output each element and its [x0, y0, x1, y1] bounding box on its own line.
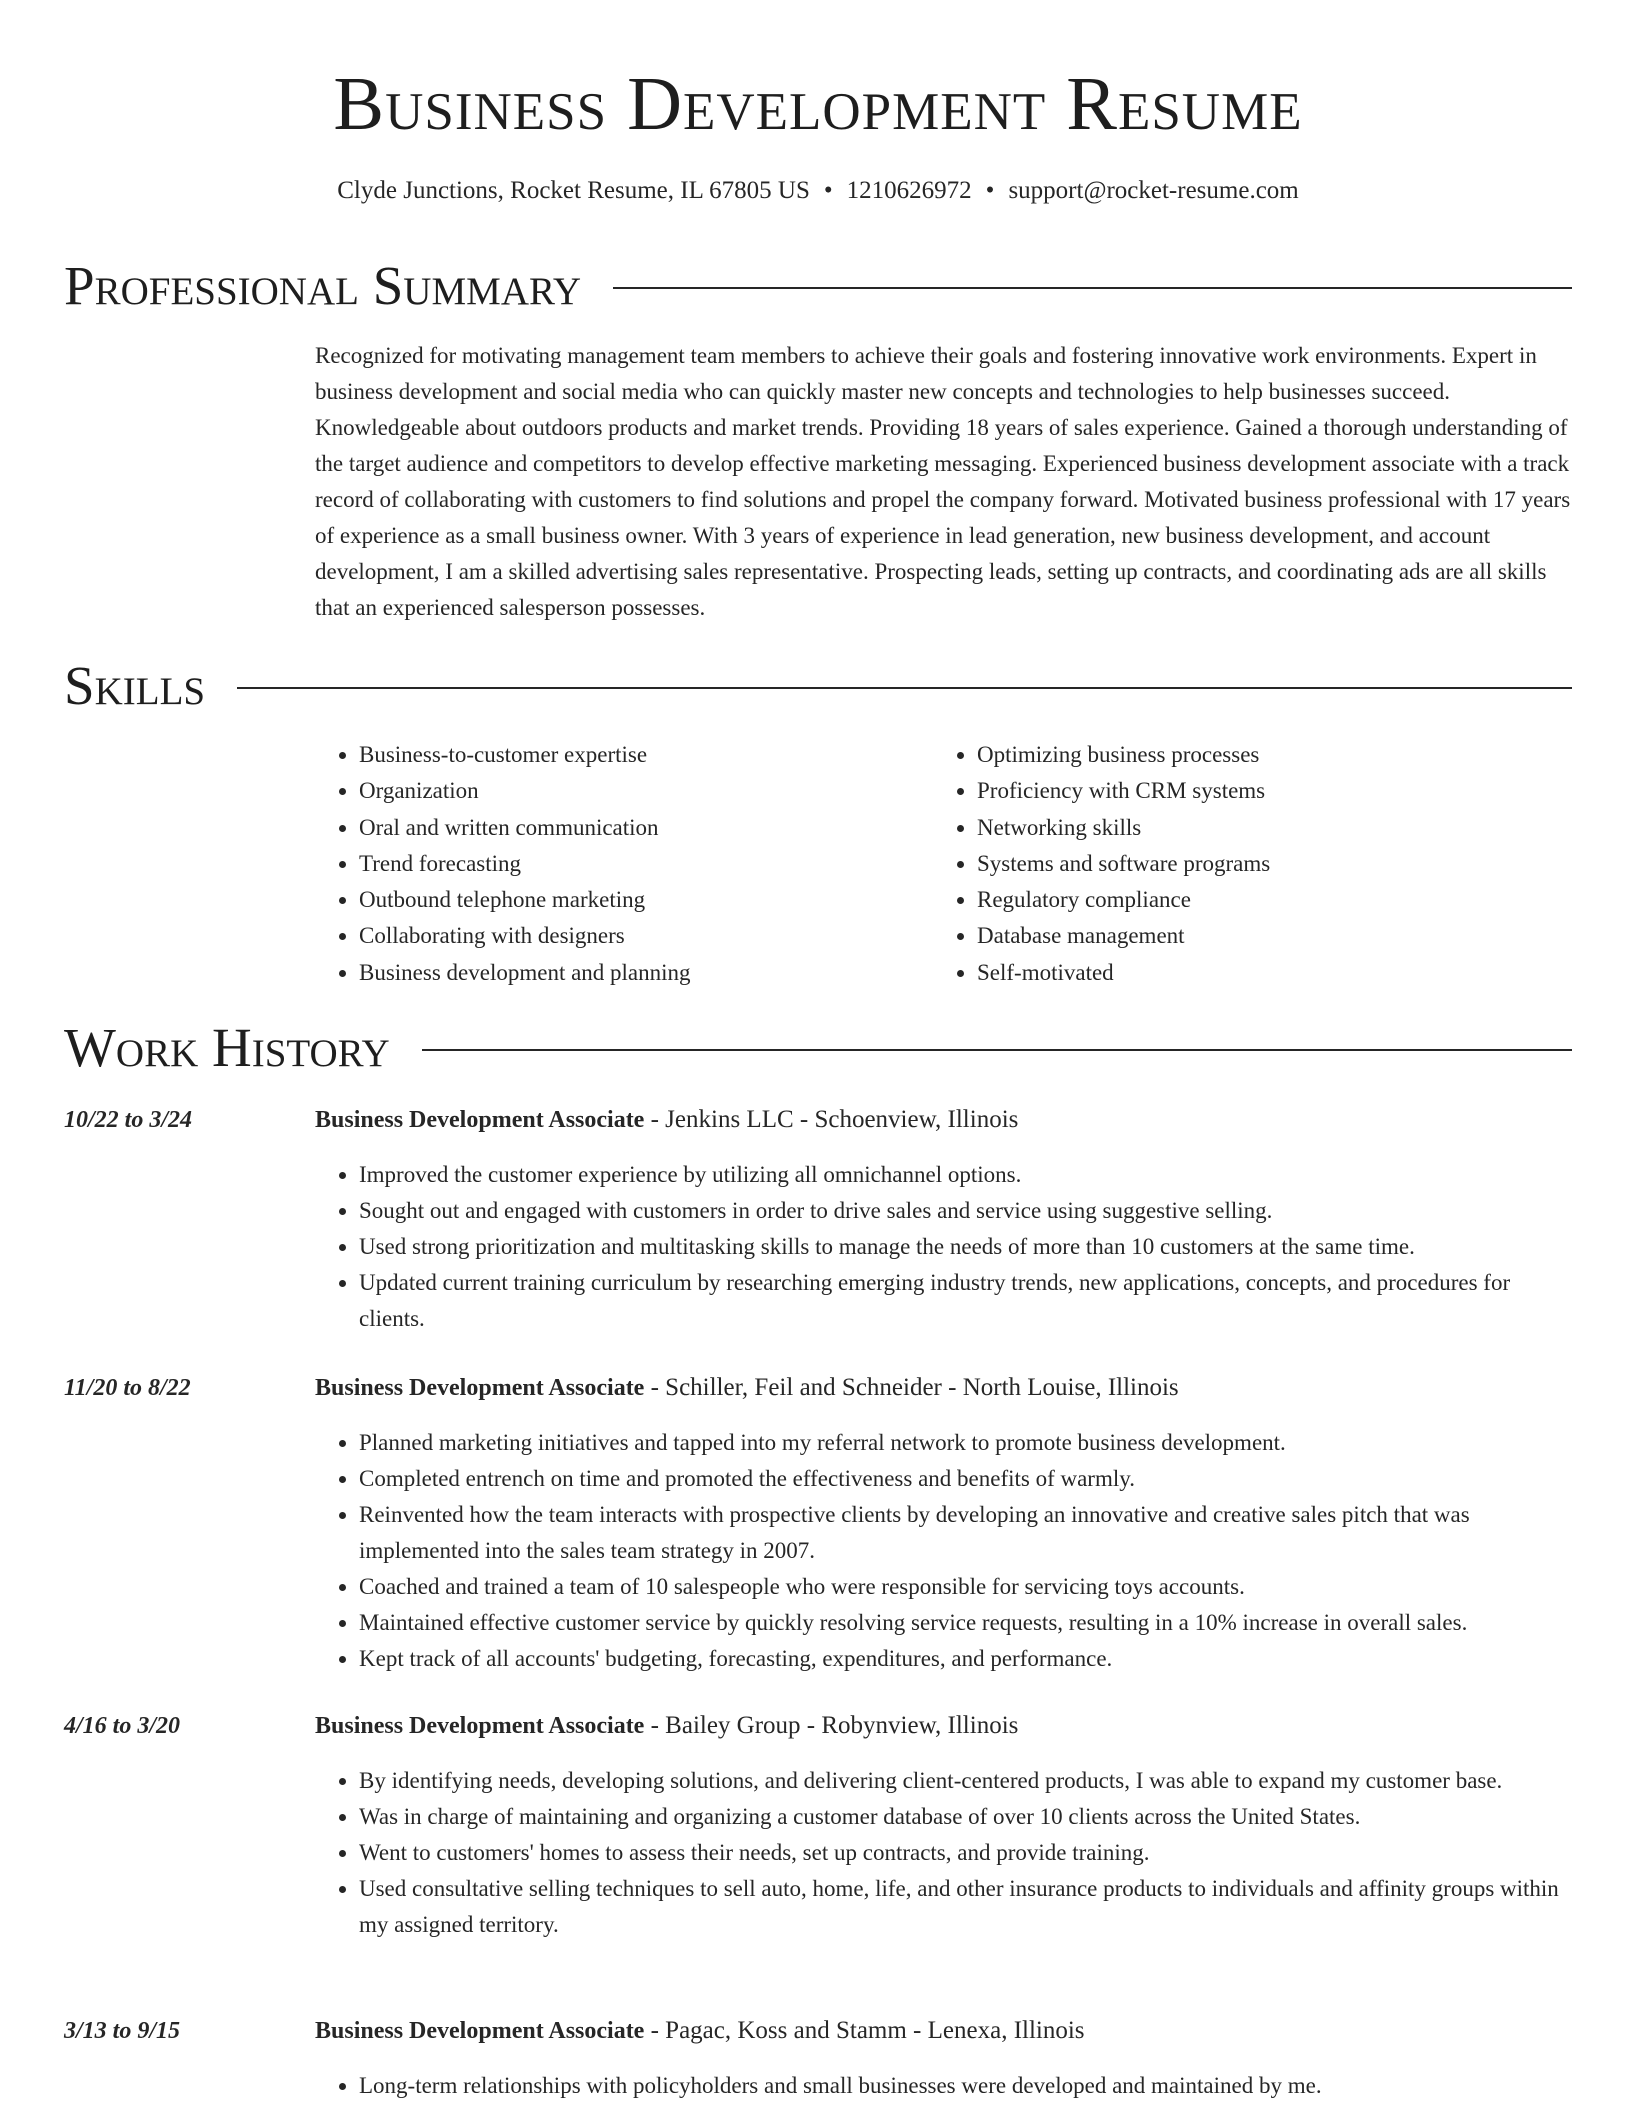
contact-phone[interactable]: 1210626972 [846, 177, 972, 204]
skill-item: • Collaborating with designers [359, 918, 933, 954]
job-bullet: • Planned marketing initiatives and tapped into my referral network to promote business development. [359, 1425, 1572, 1461]
contact-line [64, 174, 1572, 208]
contact-separator: • [823, 177, 833, 204]
resume-name: Business Development Resume [333, 62, 1303, 146]
job-bullet: • Updated current training curriculum by researching emerging industry trends, new applications, concepts, and procedures for clients. [359, 1265, 1572, 1337]
job-dates: 11/20 to 8/22 [64, 1375, 191, 1401]
contact-address: Clyde Junctions, Rocket Resume, IL 67805 US [337, 177, 810, 204]
skill-item: • Outbound telephone marketing [359, 882, 933, 918]
contact-email[interactable]: support@rocket-resume.com [1008, 177, 1299, 204]
skill-item: • Systems and software programs [977, 846, 1551, 882]
job-heading [315, 1102, 1572, 1138]
work-section-header [64, 1016, 1572, 1080]
section-divider [422, 1049, 1572, 1051]
summary-section-title: Professional Summary [64, 255, 582, 316]
skill-item: • Business development and planning [359, 955, 933, 991]
job-bullets [315, 1157, 1572, 1337]
job-company-location: - Pagac, Koss and Stamm - Lenexa, Illinois [644, 2017, 1085, 2044]
job-bullets [315, 1763, 1572, 1943]
skill-item: • Self-motivated [977, 955, 1551, 991]
summary-text: Recognized for motivating management team members to achieve their goals and fostering innovative work environments. Expert in business development and social media who can quickly master new concepts and technologies to help businesses succeed. Knowledgeable about outdoors products and market trends. Providing 18 years of sales experience. Gained a thorough understanding of the target audience and competitors to develop effective marketing messaging. Experienced business development associate with a track record of collaborating with customers to find solutions and propel the company forward. Motivated business professional with 17 years of experience as a small business owner. With 3 years of experience in lead generation, new business development, and account development, I am a skilled advertising sales representative. Prospecting leads, setting up contracts, and coordinating ads are all skills that an experienced salesperson possesses. [315, 343, 1571, 620]
job-heading [315, 2013, 1572, 2049]
job-bullet: • Sought out and engaged with customers in order to drive sales and service using suggestive selling. [359, 1193, 1572, 1229]
job-company-location: - Schiller, Feil and Schneider - North Louise, Illinois [644, 1374, 1179, 1401]
section-divider [613, 287, 1572, 289]
skills-section-title: Skills [64, 655, 206, 716]
job-bullet: • Used consultative selling techniques to sell auto, home, life, and other insurance products to individuals and affinity groups within my assigned territory. [359, 1871, 1572, 1943]
skill-item: • Regulatory compliance [977, 882, 1551, 918]
skill-item: • Trend forecasting [359, 846, 933, 882]
section-divider [237, 687, 1572, 689]
job-company-location: - Bailey Group - Robynview, Illinois [644, 1712, 1019, 1739]
skill-item: • Organization [359, 773, 933, 809]
skills-section-header [64, 654, 1572, 718]
job-bullet: • Used strong prioritization and multitasking skills to manage the needs of more than 10 customers at the same time. [359, 1229, 1572, 1265]
job-role: Business Development Associate [315, 2018, 645, 2044]
job-bullet: • Went to customers' homes to assess their needs, set up contracts, and provide training. [359, 1835, 1572, 1871]
job-role: Business Development Associate [315, 1107, 645, 1133]
summary-section-header [64, 254, 1572, 318]
job-dates: 4/16 to 3/20 [64, 1713, 181, 1739]
skill-item: • Optimizing business processes [977, 737, 1551, 773]
skill-item: • Business-to-customer expertise [359, 737, 933, 773]
job-company-location: - Jenkins LLC - Schoenview, Illinois [644, 1106, 1019, 1133]
skills-list [315, 737, 1572, 991]
job-bullet: • Improved the customer experience by utilizing all omnichannel options. [359, 1157, 1572, 1193]
work-section-title: Work History [64, 1017, 390, 1078]
job-bullet: • Coached and trained a team of 10 salespeople who were responsible for servicing toys accounts. [359, 1569, 1572, 1605]
job-role: Business Development Associate [315, 1375, 645, 1401]
skill-item: • Database management [977, 918, 1551, 954]
contact-separator: • [985, 177, 995, 204]
job-bullet: • Completed entrench on time and promoted the effectiveness and benefits of warmly. [359, 1461, 1572, 1497]
job-dates: 10/22 to 3/24 [64, 1107, 193, 1133]
job-heading [315, 1708, 1572, 1744]
job-bullets [315, 2068, 1572, 2104]
job-bullet: • Reinvented how the team interacts with prospective clients by developing an innovative and creative sales pitch that was implemented into the sales team strategy in 2007. [359, 1497, 1572, 1569]
skill-item: • Oral and written communication [359, 810, 933, 846]
job-bullet: • Was in charge of maintaining and organizing a customer database of over 10 clients across the United States. [359, 1799, 1572, 1835]
job-bullet: • Maintained effective customer service by quickly resolving service requests, resulting in a 10% increase in overall sales. [359, 1605, 1572, 1641]
job-heading [315, 1370, 1572, 1406]
job-dates: 3/13 to 9/15 [64, 2018, 181, 2044]
skill-item: • Networking skills [977, 810, 1551, 846]
job-role: Business Development Associate [315, 1713, 645, 1739]
skills-column-right [933, 737, 1551, 991]
job-bullets [315, 1425, 1572, 1677]
skills-column-left [315, 737, 933, 991]
job-bullet: • Long-term relationships with policyholders and small businesses were developed and maintained by me. [359, 2068, 1572, 2104]
job-bullet: • By identifying needs, developing solutions, and delivering client-centered products, I was able to expand my customer base. [359, 1763, 1572, 1799]
job-bullet: • Kept track of all accounts' budgeting, forecasting, expenditures, and performance. [359, 1641, 1572, 1677]
skill-item: • Proficiency with CRM systems [977, 773, 1551, 809]
